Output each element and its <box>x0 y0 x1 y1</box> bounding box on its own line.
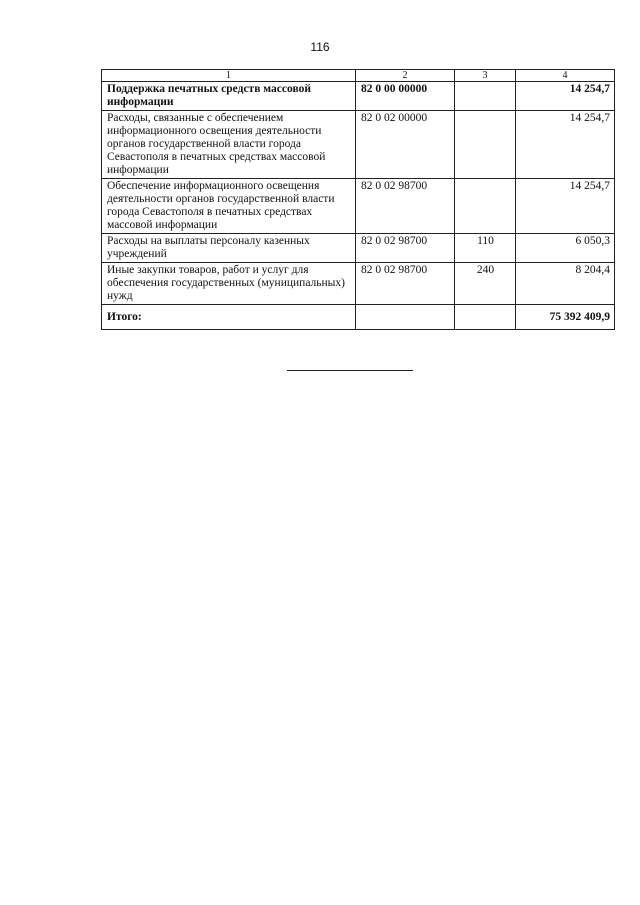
row-name: Расходы, связанные с обеспечением информационного освещения деятельности органов государственной власти города Севастополя в печатных средствах массовой информации <box>102 111 356 179</box>
row-amount: 14 254,7 <box>516 111 615 179</box>
row-name: Расходы на выплаты персоналу казенных учреждений <box>102 234 356 263</box>
column-header-1: 1 <box>102 70 356 82</box>
row-type <box>455 179 516 234</box>
row-name: Поддержка печатных средств массовой информации <box>102 82 356 111</box>
column-header-2: 2 <box>356 70 455 82</box>
row-code: 82 0 02 98700 <box>356 234 455 263</box>
row-name: Обеспечение информационного освещения деятельности органов государственной власти города Севастополя в печатных средствах массовой информации <box>102 179 356 234</box>
total-row <box>102 305 615 330</box>
column-header-4: 4 <box>516 70 615 82</box>
row-type <box>455 111 516 179</box>
table-row <box>102 179 615 234</box>
row-type: 240 <box>455 263 516 305</box>
row-code: 82 0 02 98700 <box>356 179 455 234</box>
table-row <box>102 82 615 111</box>
column-header-3: 3 <box>455 70 516 82</box>
total-amount: 75 392 409,9 <box>516 305 615 330</box>
total-code <box>356 305 455 330</box>
row-code: 82 0 00 00000 <box>356 82 455 111</box>
row-type: 110 <box>455 234 516 263</box>
row-amount: 6 050,3 <box>516 234 615 263</box>
row-code: 82 0 02 98700 <box>356 263 455 305</box>
closing-rule-divider <box>287 370 413 371</box>
row-amount: 14 254,7 <box>516 82 615 111</box>
row-amount: 8 204,4 <box>516 263 615 305</box>
table-row <box>102 111 615 179</box>
row-type <box>455 82 516 111</box>
row-amount: 14 254,7 <box>516 179 615 234</box>
budget-table <box>101 69 615 330</box>
row-name: Иные закупки товаров, работ и услуг для обеспечения государственных (муниципальных) нужд <box>102 263 356 305</box>
page-number: 116 <box>310 40 330 54</box>
table-header-row <box>102 70 615 82</box>
row-code: 82 0 02 00000 <box>356 111 455 179</box>
total-type <box>455 305 516 330</box>
total-label: Итого: <box>102 305 356 330</box>
table-row <box>102 234 615 263</box>
table-row <box>102 263 615 305</box>
